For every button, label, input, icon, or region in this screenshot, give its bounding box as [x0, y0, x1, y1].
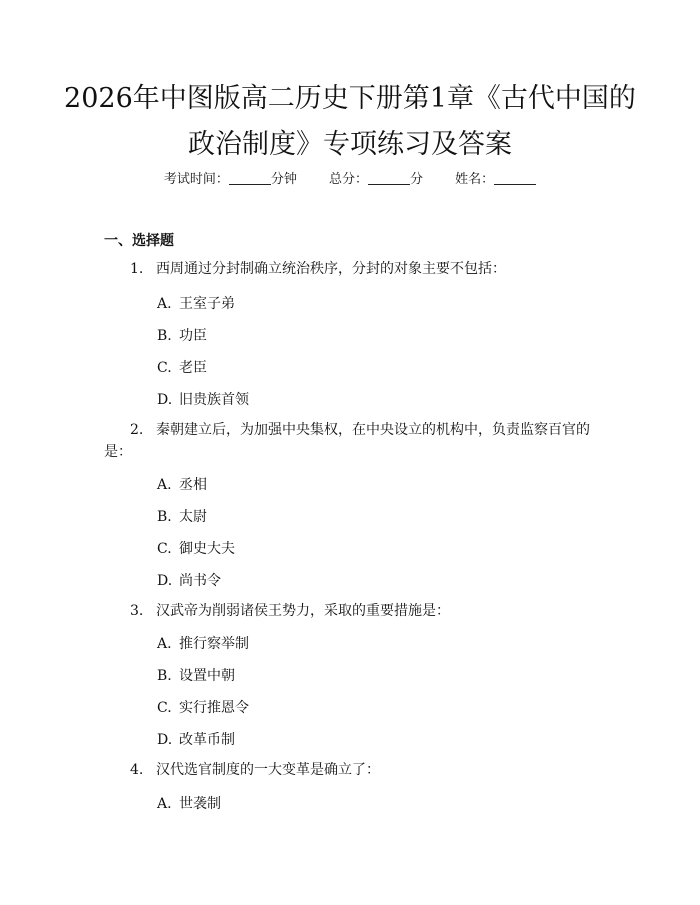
option-1d: [157, 389, 249, 409]
question-number: 1.: [130, 261, 144, 277]
exam-time: [164, 172, 301, 187]
question-text: 秦朝建立后，为加强中央集权，在中央设立的机构中，负责监察百官的是：: [104, 422, 590, 460]
option-text: 尚书令: [179, 573, 221, 589]
question-text: 西周通过分封制确立统治秩序，分封的对象主要不包括：: [156, 261, 506, 277]
score-unit: 分: [410, 172, 424, 187]
option-1c: [157, 357, 207, 377]
question-3: [104, 600, 594, 622]
question-text: 汉代选官制度的一大变革是确立了：: [156, 762, 380, 778]
exam-name: [455, 172, 536, 187]
option-label: D.: [157, 573, 173, 589]
option-label: A.: [157, 636, 172, 652]
time-blank: [229, 172, 271, 185]
option-text: 改革币制: [179, 732, 235, 748]
option-label: A.: [157, 796, 172, 812]
option-label: C.: [157, 541, 172, 557]
option-text: 太尉: [179, 509, 207, 525]
name-label: 姓名：: [455, 172, 495, 187]
question-text: 汉武帝为削弱诸侯王势力，采取的重要措施是：: [156, 603, 450, 619]
time-unit: 分钟: [270, 172, 297, 187]
option-2b: [157, 506, 207, 526]
option-label: D.: [157, 392, 173, 408]
option-text: 实行推恩令: [179, 700, 249, 716]
name-blank: [494, 172, 536, 185]
option-label: B.: [157, 509, 172, 525]
option-2a: [157, 474, 207, 494]
score-label: 总分：: [328, 172, 368, 187]
option-text: 设置中朝: [179, 668, 235, 684]
option-3c: [157, 697, 249, 717]
option-3a: [157, 633, 249, 653]
question-number: 2.: [130, 422, 144, 438]
option-label: D.: [157, 732, 173, 748]
option-2d: [157, 570, 221, 590]
option-text: 丞相: [179, 477, 207, 493]
option-label: A.: [157, 296, 172, 312]
option-3d: [157, 729, 235, 749]
option-label: B.: [157, 668, 172, 684]
option-1a: [157, 293, 235, 313]
option-text: 御史大夫: [179, 541, 235, 557]
option-label: B.: [157, 328, 172, 344]
option-text: 王室子弟: [179, 296, 235, 312]
question-2: [104, 419, 594, 463]
exam-score: [329, 172, 427, 187]
option-2c: [157, 538, 235, 558]
question-number: 4.: [130, 762, 144, 778]
option-label: C.: [157, 700, 172, 716]
option-label: C.: [157, 360, 172, 376]
option-text: 旧贵族首领: [179, 392, 249, 408]
option-4a: [157, 793, 221, 813]
option-label: A.: [157, 477, 172, 493]
option-3b: [157, 665, 235, 685]
option-1b: [157, 325, 207, 345]
score-blank: [368, 172, 410, 185]
option-text: 推行察举制: [179, 636, 249, 652]
question-number: 3.: [130, 603, 144, 619]
section-heading: 一、选择题: [104, 233, 174, 249]
exam-meta: [0, 168, 700, 187]
question-1: [104, 258, 594, 280]
option-text: 世袭制: [179, 796, 221, 812]
option-text: 老臣: [179, 360, 207, 376]
time-label: 考试时间：: [163, 172, 229, 187]
question-4: [104, 759, 594, 781]
option-text: 功臣: [179, 328, 207, 344]
document-title: 2026年中图版高二历史下册第1章《古代中国的政治制度》专项练习及答案: [64, 83, 636, 160]
